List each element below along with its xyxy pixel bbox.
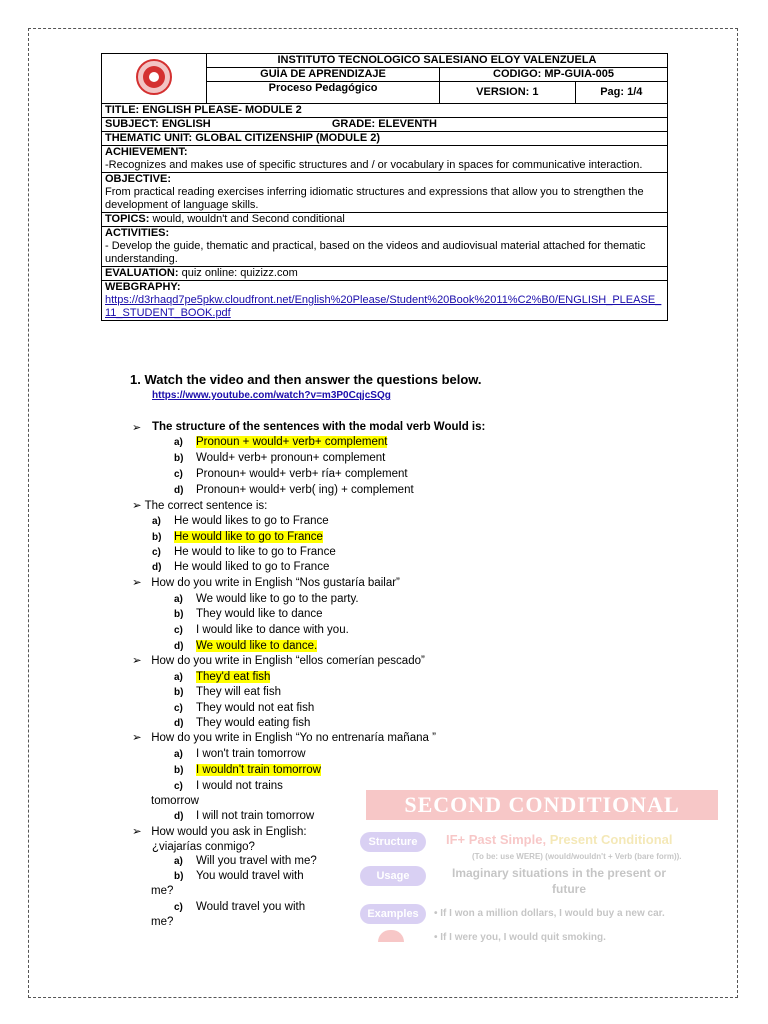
- webgraphy-link[interactable]: https://d3rhaqd7pe5pkw.cloudfront.net/English%20Please/Student%20Book%2011%C2%B0/ENGLISH_PLEASE_11_STUDENT_BOOK.pdf: [105, 294, 662, 319]
- option-3c: c) I would like to dance with you.: [174, 624, 349, 636]
- activities-text: - Develop the guide, thematic and practical, based on the videos and audiovisual material attached for thematic understanding.: [105, 240, 646, 265]
- institute-name: INSTITUTO TECNOLOGICO SALESIANO ELOY VALENZUELA: [207, 54, 668, 68]
- objective-row: [102, 173, 668, 213]
- section-title: 1. Watch the video and then answer the questions below.: [130, 372, 482, 387]
- arrow-icon: ➢: [132, 422, 142, 434]
- option-3b: b) They would like to dance: [174, 608, 323, 620]
- second-conditional-banner: SECOND CONDITIONAL: [366, 790, 718, 820]
- option-2b: b) He would like to go to France: [152, 531, 323, 543]
- thematic-row: THEMATIC UNIT: GLOBAL CITIZENSHIP (MODULE 2): [102, 132, 668, 146]
- evaluation-label: EVALUATION:: [105, 267, 179, 279]
- header-table: [101, 53, 668, 321]
- guide-code: CODIGO: MP-GUIA-005: [440, 68, 668, 82]
- arrow-icon: ➢: [132, 500, 145, 512]
- structure-note: (To be: use WERE) (would/wouldn't + Verb (bare form)).: [472, 852, 682, 861]
- arrow-icon: ➢: [132, 826, 145, 838]
- webgraphy-label: WEBGRAPHY:: [105, 281, 181, 293]
- topics-label: TOPICS:: [105, 213, 150, 225]
- objective-text: From practical reading exercises inferring idiomatic structures and expressions that allow you to strengthen the development of language skills.: [105, 186, 644, 211]
- option-6c: c) Would travel you with: [174, 901, 306, 913]
- structure-text: IF+ Past Simple, Present Conditional: [446, 832, 673, 847]
- activities-row: [102, 227, 668, 267]
- guide-name: GUÍA DE APRENDIZAJE: [207, 68, 440, 82]
- usage-text-1: Imaginary situations in the present or: [452, 866, 667, 880]
- option-5a: a) I won't train tomorrow: [174, 748, 306, 760]
- question-2: ➢ The correct sentence is:: [132, 500, 268, 512]
- structure-pill: Structure: [360, 832, 426, 852]
- option-1a: a) Pronoun + would+ verb+ complement: [174, 436, 388, 448]
- option-2d: d) He would liked to go to France: [152, 561, 330, 573]
- decoration-icon: [378, 930, 404, 942]
- option-3a: a) We would like to go to the party.: [174, 593, 359, 605]
- option-6c-cont: me?: [151, 916, 174, 928]
- question-6-cont: ¿viajarías conmigo?: [152, 841, 255, 853]
- objective-label: OBJECTIVE:: [105, 173, 172, 185]
- question-3: ➢ How do you write in English “Nos gustaría bailar”: [132, 577, 400, 589]
- option-4a: a) They'd eat fish: [174, 671, 271, 683]
- second-conditional-graphic: [356, 782, 732, 954]
- option-6b-cont: me?: [151, 885, 174, 897]
- example-1: • If I won a million dollars, I would buy a new car.: [434, 908, 665, 919]
- video-link[interactable]: https://www.youtube.com/watch?v=m3P0CqjcSQg: [152, 390, 391, 401]
- examples-pill: Examples: [360, 904, 426, 924]
- page-number: Pag: 1/4: [575, 82, 667, 104]
- option-1d: d) Pronoun+ would+ verb( ing) + complement: [174, 484, 414, 496]
- option-4d: d) They would eating fish: [174, 717, 311, 729]
- school-logo-icon: [131, 57, 177, 97]
- option-2a: a) He would likes to go to France: [152, 515, 329, 527]
- usage-pill: Usage: [360, 866, 426, 886]
- evaluation-row: [102, 267, 668, 281]
- option-1c: c) Pronoun+ would+ verb+ ría+ complement: [174, 468, 408, 480]
- arrow-icon: ➢: [132, 655, 145, 667]
- option-6a: a) Will you travel with me?: [174, 855, 317, 867]
- achievement-text: -Recognizes and makes use of specific structures and / or vocabulary in spaces for communicative interaction.: [105, 159, 643, 171]
- activities-label: ACTIVITIES:: [105, 227, 170, 239]
- subject: SUBJECT: ENGLISH: [105, 118, 211, 130]
- option-3d: d) We would like to dance.: [174, 640, 318, 652]
- achievement-row: [102, 146, 668, 173]
- question-5: ➢ How do you write in English “Yo no entrenaría mañana ”: [132, 732, 436, 744]
- subject-row: [102, 118, 668, 132]
- option-5c-cont: tomorrow: [151, 795, 199, 807]
- question-1: The structure of the sentences with the modal verb Would is:: [152, 421, 486, 433]
- option-5b: b) I wouldn't train tomorrow: [174, 764, 321, 776]
- option-5d: d) I will not train tomorrow: [174, 810, 315, 822]
- option-5c: c) I would not trains: [174, 780, 283, 792]
- achievement-label: ACHIEVEMENT:: [105, 146, 188, 158]
- option-6b: b) You would travel with: [174, 870, 304, 882]
- usage-text-2: future: [552, 882, 586, 896]
- question-6: ➢ How would you ask in English:: [132, 826, 307, 838]
- title-row: TITLE: ENGLISH PLEASE- MODULE 2: [102, 104, 668, 118]
- arrow-icon: ➢: [132, 732, 145, 744]
- version: VERSION: 1: [440, 82, 576, 104]
- example-2: • If I were you, I would quit smoking.: [434, 932, 606, 943]
- arrow-icon: ➢: [132, 577, 145, 589]
- question-4: ➢ How do you write in English “ellos comerían pescado”: [132, 655, 425, 667]
- option-4c: c) They would not eat fish: [174, 702, 315, 714]
- option-1b: b) Would+ verb+ pronoun+ complement: [174, 452, 386, 464]
- process-name: Proceso Pedagógico: [207, 82, 440, 104]
- logo-cell: [102, 54, 207, 104]
- evaluation-text: quiz online: quizizz.com: [178, 267, 298, 279]
- option-4b: b) They will eat fish: [174, 686, 282, 698]
- grade: GRADE: ELEVENTH: [331, 118, 437, 130]
- topics-text: would, wouldn't and Second conditional: [149, 213, 345, 225]
- webgraphy-row: [102, 281, 668, 321]
- option-2c: c) He would to like to go to France: [152, 546, 336, 558]
- topics-row: [102, 213, 668, 227]
